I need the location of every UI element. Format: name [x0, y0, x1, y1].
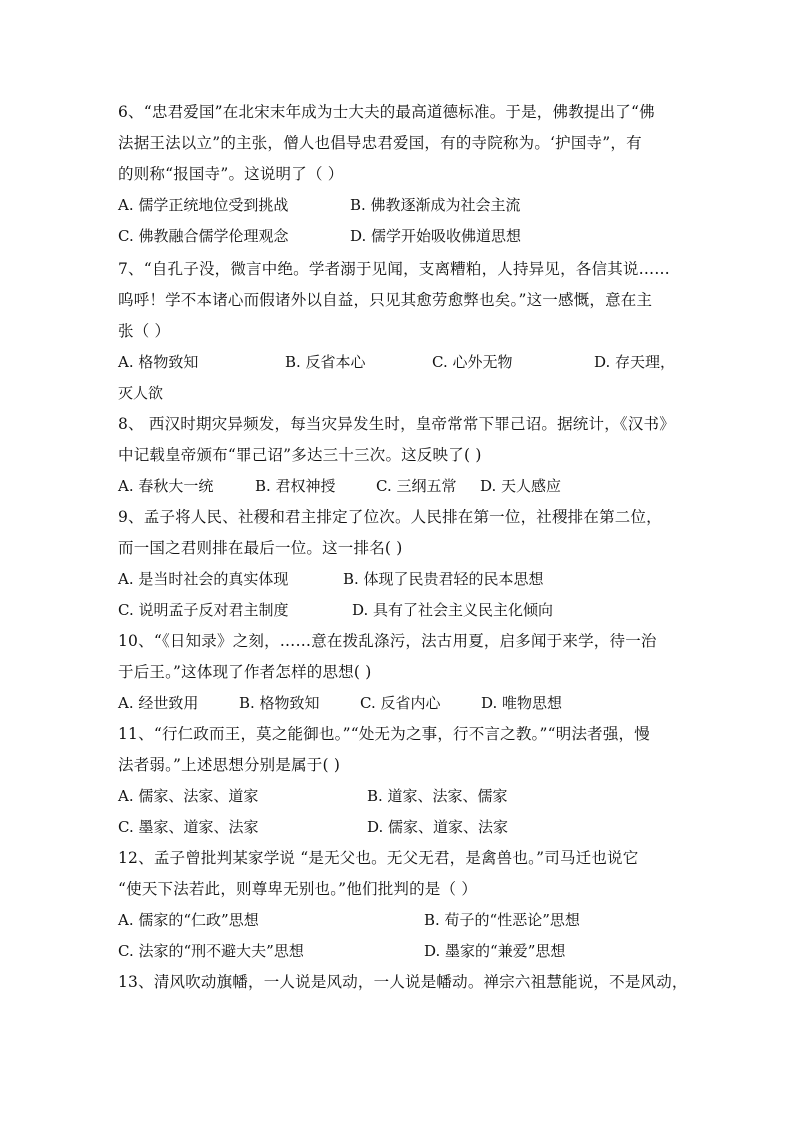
question-10-line-1: 10、“《日知录》之刻，……意在拨乱涤污，法古用夏，启多闻于来学，待一治 — [118, 632, 657, 650]
question-12-line-1: 12、孟子曾批判某家学说 “是无父也。无父无君，是禽兽也。”司马迁也说它 — [118, 849, 639, 867]
question-12-option-b: B. 荀子的“性恶论”思想 — [424, 911, 580, 929]
question-6-line-2: 法据王法以立”的主张，僧人也倡导忠君爱国，有的寺院称为。‘护国寺”，有 — [118, 134, 642, 152]
question-8-line-1: 8、 西汉时期灾异频发，每当灾异发生时，皇帝常常下罪己诏。据统计，《汉书》 — [118, 415, 675, 433]
question-11-option-b: B. 道家、法家、儒家 — [367, 787, 508, 805]
question-11-line-2: 法者弱。”上述思想分别是属于( ) — [118, 756, 341, 774]
question-6-option-a: A. 儒学正统地位受到挑战 — [118, 196, 289, 214]
question-9-option-c: C. 说明孟子反对君主制度 — [118, 601, 289, 619]
question-11-line-1: 11、“行仁政而王，莫之能御也。”“处无为之事，行不言之教。”“明法者强，慢 — [118, 725, 650, 743]
question-10-option-a: A. 经世致用 — [118, 694, 199, 712]
question-6-option-d: D. 儒学开始吸收佛道思想 — [350, 227, 522, 245]
question-10-option-c: C. 反省内心 — [360, 694, 441, 712]
question-12-line-2: “使天下法若此，则尊卑无别也。”他们批判的是（ ） — [118, 880, 478, 898]
question-12-option-d: D. 墨家的“兼爱”思想 — [424, 942, 566, 960]
question-8-option-d: D. 天人感应 — [480, 477, 562, 495]
question-6-line-3: 的则称“报国寺”。这说明了（ ） — [118, 165, 344, 183]
question-7-line-1: 7、“自孔子没，微言中绝。学者溺于见闻，支离糟粕，人持异见，各信其说…… — [118, 260, 670, 278]
question-13-line-1: 13、清风吹动旗幡，一人说是风动，一人说是幡动。禅宗六祖慧能说，不是风动， — [118, 973, 688, 991]
question-7-option-b: B. 反省本心 — [285, 353, 366, 371]
question-9-option-b: B. 体现了民贵君轻的民本思想 — [343, 570, 544, 588]
question-11-option-a: A. 儒家、法家、道家 — [118, 787, 259, 805]
question-9-line-2: 而一国之君则排在最后一位。这一排名( ) — [118, 539, 403, 557]
question-9-option-a: A. 是当时社会的真实体现 — [118, 570, 289, 588]
question-9-line-1: 9、孟子将人民、社稷和君主排定了位次。人民排在第一位，社稷排在第二位， — [118, 508, 662, 526]
question-6-line-1: 6、“忠君爱国”在北宋末年成为士大夫的最高道德标准。于是，佛教提出了“佛 — [118, 103, 655, 121]
question-8-line-2: 中记载皇帝颁布“罪己诏”多达三十三次。这反映了( ) — [118, 446, 482, 464]
question-8-option-b: B. 君权神授 — [255, 477, 336, 495]
question-8-option-a: A. 春秋大一统 — [118, 477, 214, 495]
question-10-option-b: B. 格物致知 — [239, 694, 320, 712]
question-8-option-c: C. 三纲五常 — [376, 477, 457, 495]
question-7-line-2: 呜呼！学不本诸心而假诸外以自益，只见其愈劳愈弊也矣。”这一感慨，意在主 — [118, 291, 653, 309]
question-12-option-c: C. 法家的“刑不避大夫”思想 — [118, 942, 304, 960]
question-6-option-c: C. 佛教融合儒学伦理观念 — [118, 227, 289, 245]
question-11-option-c: C. 墨家、道家、法家 — [118, 818, 259, 836]
question-7-option-a: A. 格物致知 — [118, 353, 199, 371]
question-7-line-3: 张（ ） — [118, 322, 171, 340]
question-10-line-2: 于后王。”这体现了作者怎样的思想( ) — [118, 663, 372, 681]
question-7-option-d: D. 存天理， — [594, 353, 676, 371]
question-10-option-d: D. 唯物思想 — [481, 694, 563, 712]
question-7-option-d-continued: 灭人欲 — [118, 384, 164, 402]
question-6-option-b: B. 佛教逐渐成为社会主流 — [350, 196, 521, 214]
question-7-option-c: C. 心外无物 — [432, 353, 513, 371]
question-12-option-a: A. 儒家的“仁政”思想 — [118, 911, 259, 929]
question-9-option-d: D. 具有了社会主义民主化倾向 — [352, 601, 554, 619]
question-11-option-d: D. 儒家、道家、法家 — [367, 818, 509, 836]
